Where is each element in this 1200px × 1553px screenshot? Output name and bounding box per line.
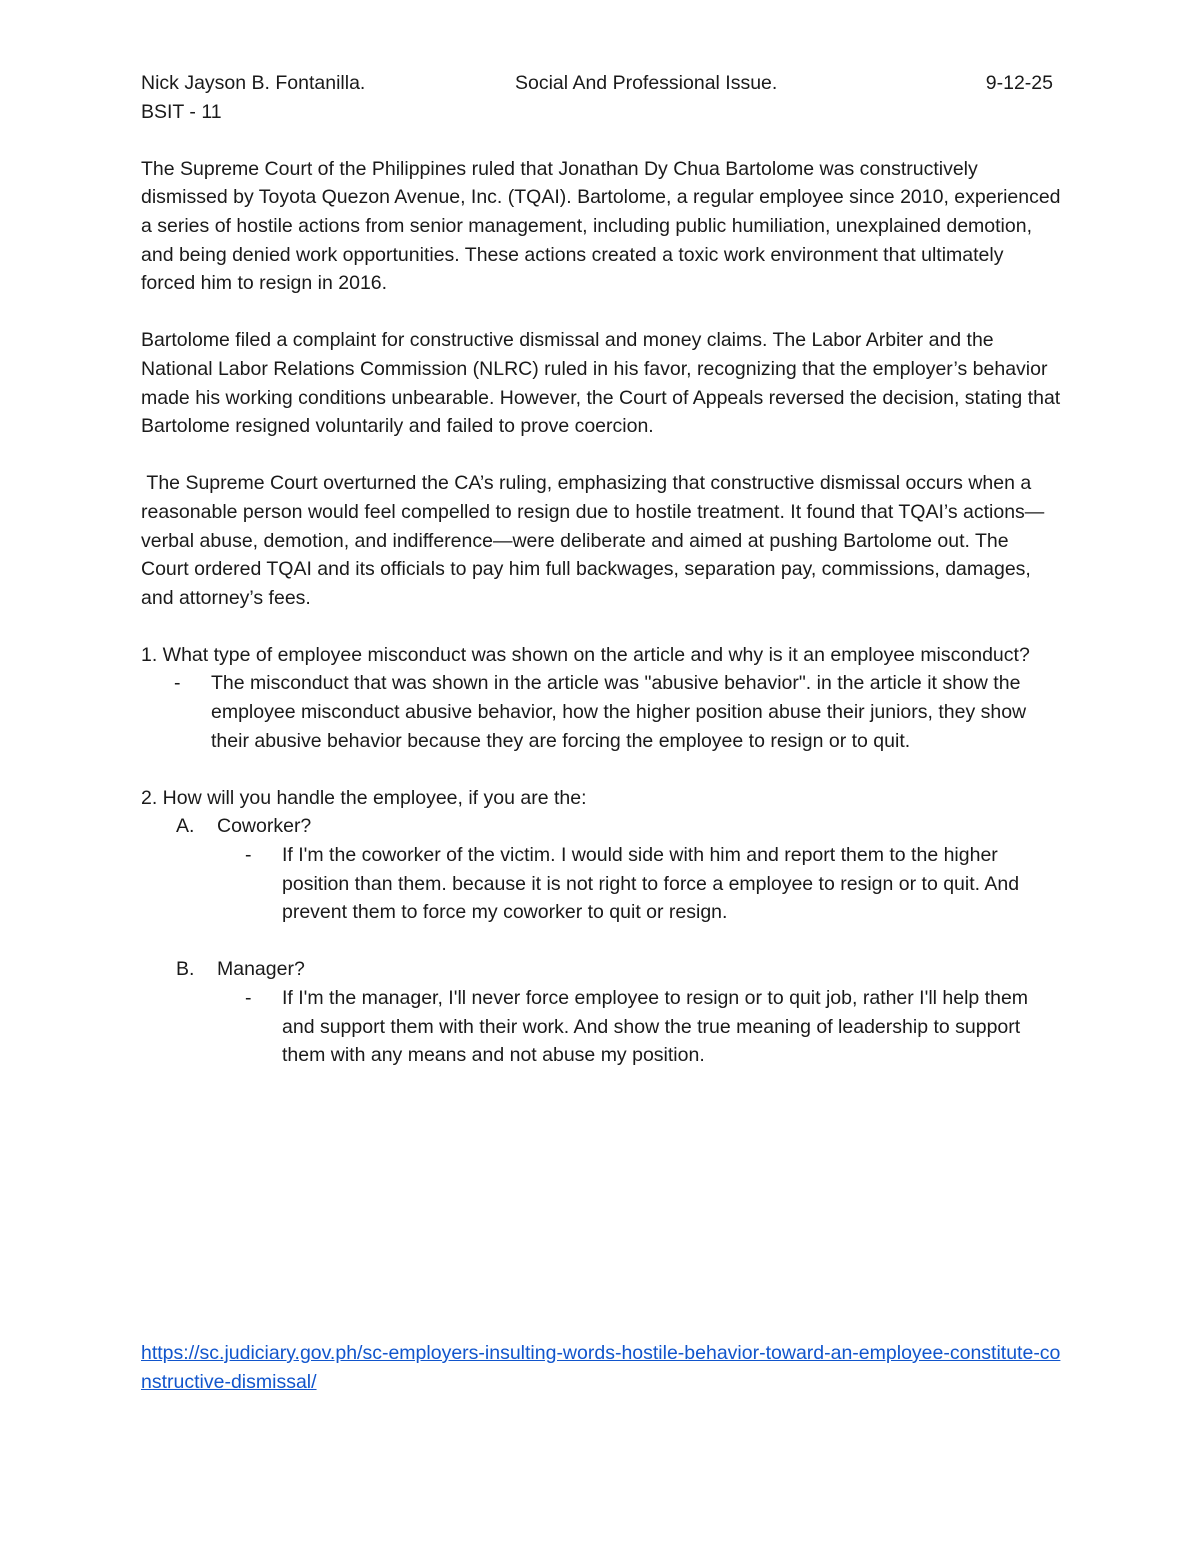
summary-paragraph-1: The Supreme Court of the Philippines ruled that Jonathan Dy Chua Bartolome was constructively dismissed by Toyota Quezon Avenue, Inc. (TQAI). Bartolome, a regular employee since 2010, experienced a series of hostile actions from senior management, including public humiliation, unexplained demotion, and being denied work opportunities. These actions created a toxic work environment that ultimately forced him to resign in 2016.	[141, 157, 1061, 295]
question-1-answer	[141, 669, 1061, 755]
manager-answer	[141, 984, 1061, 1070]
item-label: Manager?	[217, 958, 305, 981]
question-2: 2. How will you handle the employee, if you are the:	[141, 786, 587, 809]
answer-text: The misconduct that was shown in the article was "abusive behavior". in the article it show the employee misconduct abusive behavior, how the higher position abuse their juniors, they show their abusive behavior because they are forcing the employee to resign or to quit.	[211, 672, 1027, 752]
document-header	[141, 69, 1061, 98]
role-item-coworker	[141, 812, 1061, 841]
item-label: Coworker?	[217, 815, 312, 838]
dash-bullet: -	[245, 987, 252, 1009]
course-title: Social And Professional Issue.	[515, 72, 778, 94]
document-page	[141, 69, 1061, 1070]
summary-paragraph-2: Bartolome filed a complaint for constructive dismissal and money claims. The Labor Arbiter and the National Labor Relations Commission (NLRC) ruled in his favor, recognizing that the employer’s behavior made his working conditions unbearable. However, the Court of Appeals reversed the decision, stating that Bartolome resigned voluntarily and failed to prove coercion.	[141, 329, 1061, 438]
document-date: 9-12-25	[985, 72, 1053, 94]
answer-text: If I'm the coworker of the victim. I would side with him and report them to the higher position than them. because it is not right to force a employee to resign or to quit. And prevent them to force my coworker to quit or resign.	[282, 844, 1020, 924]
role-item-manager	[141, 955, 1061, 984]
answer-text: If I'm the manager, I'll never force employee to resign or to quit job, rather I'll help them and support them with their work. And show the true meaning of leadership to support them with any means and not abuse my position.	[282, 987, 1029, 1067]
source-link[interactable]: https://sc.judiciary.gov.ph/sc-employers-insulting-words-hostile-behavior-toward-an-employee-constitute-constructive-dismissal/	[141, 1342, 1061, 1393]
dash-bullet: -	[245, 844, 252, 867]
summary-paragraph-3: The Supreme Court overturned the CA’s ruling, emphasizing that constructive dismissal occurs when a reasonable person would feel compelled to resign due to hostile treatment. It found that TQAI’s actions—verbal abuse, demotion, and indifference—were deliberate and aimed at pushing Bartolome out. The Court ordered TQAI and its officials to pay him full backwages, separation pay, commissions, damages, and attorney’s fees.	[141, 472, 1045, 609]
dash-bullet: -	[174, 672, 181, 695]
coworker-answer	[141, 841, 1061, 927]
section-label: BSIT - 11	[141, 100, 222, 123]
item-letter: B.	[176, 958, 195, 981]
question-1: 1. What type of employee misconduct was shown on the article and why is it an employee misconduct?	[141, 643, 1030, 666]
item-letter: A.	[176, 815, 195, 838]
question-1-answers	[141, 669, 1061, 755]
author-name: Nick Jayson B. Fontanilla.	[141, 72, 366, 94]
